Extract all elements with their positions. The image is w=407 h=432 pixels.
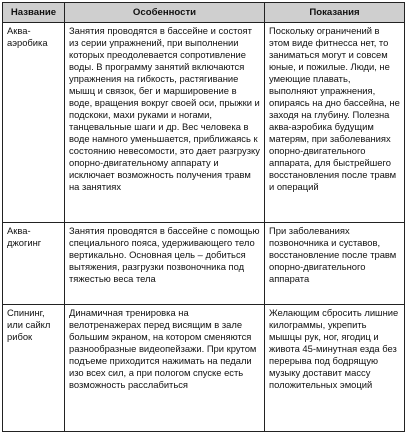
cell-features: Занятия проводятся в бассейне с помощью специального пояса, удерживающего тело вертикально. Основная цель – добиться вытяжения, разгрузки позвоночника под тяжестью веса тела bbox=[65, 223, 265, 305]
header-indications: Показания bbox=[265, 3, 405, 23]
table-row bbox=[3, 305, 405, 432]
cell-indications: Поскольку ограничений в этом виде фитнесса нет, то заниматься могут и совсем юные, и пожилые. Люди, не умеющие плавать, выполняют упражнения, опираясь на дно бассейна, не заходя на глубину. Полезна аква-аэробика будущим матерям, при заболеваниях опорно-двигательного аппарата, для быстрейшего восстановления после травм и операций bbox=[265, 23, 405, 223]
table-header-row bbox=[3, 3, 405, 23]
cell-features: Занятия проводятся в бассейне и состоят из серии упражнений, при выполнении которых преодолевается сопротивление воды. В программу занятий включаются упражнения на гибкость, растягивание мышц и связок, бег и маршировение в воде, вращения вокруг своей оси, прыжки и подскоки, махи руками и ногами, танцевальные шаги и др. Вес человека в воде намного уменьшается, приближаясь к состоянию невесомости, это дает разгрузку опорно-двигательному аппарату и исключает возможность получения травм на занятиях bbox=[65, 23, 265, 223]
cell-indications: При заболеваниях позвоночника и суставов, восстановление после травм опорно-двигательного аппарата bbox=[265, 223, 405, 305]
fitness-types-table bbox=[2, 2, 405, 432]
table-row bbox=[3, 223, 405, 305]
document-page bbox=[2, 2, 404, 422]
cell-name: Аква-аэробика bbox=[3, 23, 65, 223]
cell-name: Спининг, или сайкл рибок bbox=[3, 305, 65, 432]
header-name: Название bbox=[3, 3, 65, 23]
cell-name: Аква-джогинг bbox=[3, 223, 65, 305]
header-features: Особенности bbox=[65, 3, 265, 23]
table-row bbox=[3, 23, 405, 223]
cell-indications: Желающим сбросить лишние килограммы, укрепить мышцы рук, ног, ягодиц и живота 45-минутная езда без перерыва под бодрящую музыку доставит массу положительных эмоций bbox=[265, 305, 405, 432]
cell-features: Динамичная тренировка на велотренажерах перед висящим в зале большим экраном, на котором сменяются разнообразные видеопейзажи. При крутом подъеме приходится нажимать на педали изо всех сил, а при пологом спуске есть возможность расслабиться bbox=[65, 305, 265, 432]
